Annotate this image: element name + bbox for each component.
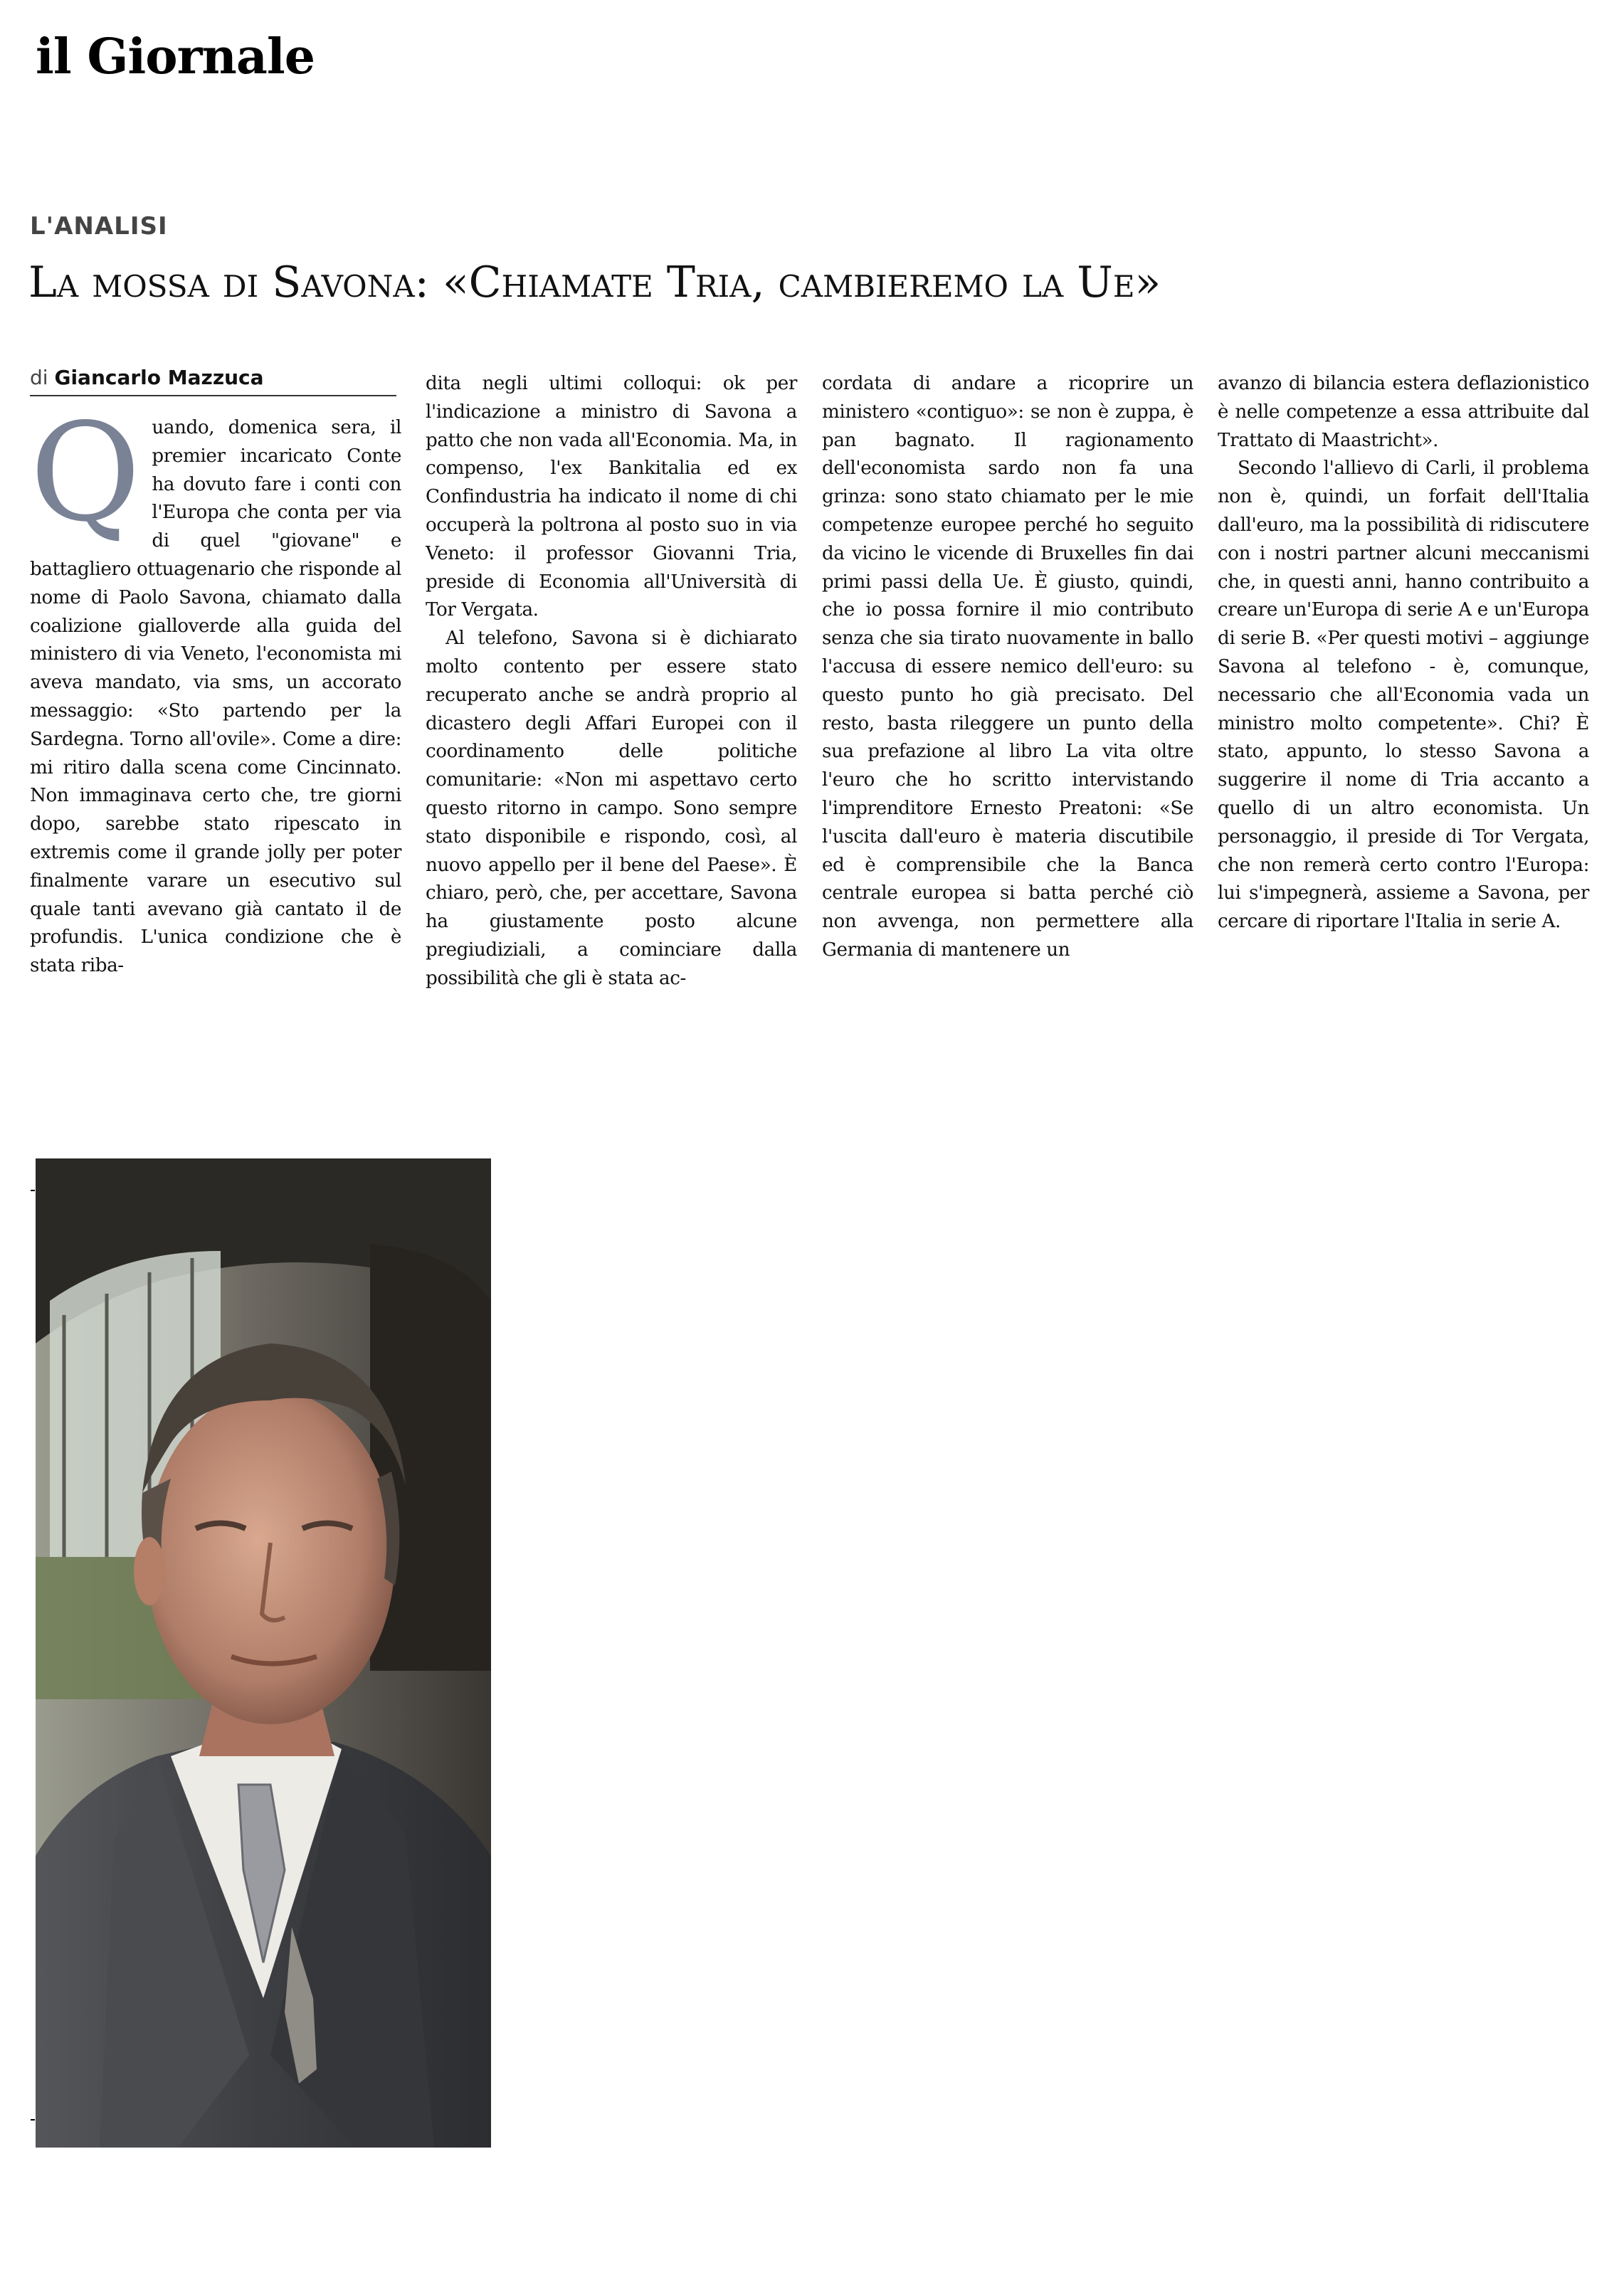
byline — [30, 366, 396, 396]
byline-prefix: di — [30, 366, 48, 389]
crop-mark — [31, 2119, 35, 2121]
article-column-4 — [1218, 370, 1589, 936]
drop-cap: Q — [30, 394, 141, 551]
article-paragraph: Secondo l'allievo di Carli, il problema non è, quindi, un forfait dell'Italia dall'euro, ma la possibilità di ridiscutere con i nostri partner alcuni meccanismi che, in questi anni, hanno contribuito a creare un'Europa di serie A e un'Europa di serie B. «Per questi motivi – aggiunge Savona al telefono - è, comunque, necessario che all'Economia vada un ministro molto competente». Chi? È stato, appunto, lo stesso Savona a suggerire il nome di Tria accanto a quello di un altro economista. Un personaggio, il preside di Tor Vergata, che non remerà certo contro l'Europa: lui s'impegnerà, assieme a Savona, per cercare di riportare l'Italia in serie A. — [1218, 458, 1589, 933]
article-paragraph — [30, 394, 401, 981]
article-column-1 — [30, 394, 401, 981]
article-paragraph: Al telefono, Savona si è dichiarato molto contento per essere stato recuperato anche se andrà proprio al dicastero degli Affari Europei con il coordinamento delle politiche comunitarie: «Non mi aspettavo certo questo ritorno in campo. Sono sempre stato disponibile e rispondo, così, al nuovo appello per il bene del Paese». È chiaro, però, che, per accettare, Savona ha giustamente posto alcune pregiudiziali, a cominciare dalla possibilità che gli è stata ac- — [426, 628, 797, 989]
portrait-photo — [36, 1158, 491, 2148]
masthead-logo: il Giornale — [36, 28, 315, 85]
paragraph-text: uando, domenica sera, il premier incaricato Conte ha dovuto fare i conti con l'Europa che conta per via di quel "giovane" e battagliero ottuagenario che risponde al nome di Paolo Savona, chiamato dalla coalizione gialloverde alla guida del ministero di via Veneto, l'economista mi aveva mandato, via sms, un accorato messaggio: «Sto partendo per la Sardegna. Torno all'ovile». Come a dire: mi ritiro dalla scena come Cincinnato. Non immaginava certo che, tre giorni dopo, sarebbe stato ripescato in extremis come il grande jolly per poter finalmente varare un esecutivo sul quale tanti avevano già cantato il de profundis. L'unica condizione che è stata riba- — [30, 417, 401, 977]
portrait-illustration — [36, 1158, 491, 2148]
article-paragraph: avanzo di bilancia estera deflazionistico è nelle competenze a essa attribuite dal Trattato di Maastricht». — [1218, 373, 1589, 451]
section-kicker: L'ANALISI — [30, 212, 168, 241]
article-column-3 — [822, 370, 1193, 965]
crop-mark — [31, 1190, 35, 1191]
byline-author: Giancarlo Mazzuca — [54, 366, 264, 389]
article-paragraph: cordata di andare a ricoprire un ministero «contiguo»: se non è zuppa, è pan bagnato. Il ragionamento dell'economista sardo non fa una grinza: sono stato chiamato per le mie competenze europee perché ho seguito da vicino le vicende di Bruxelles fin dai primi passi della Ue. È giusto, quindi, che io possa fornire il mio contributo senza che sia tirato nuovamente in ballo l'accusa di essere nemico dell'euro: su questo punto ho già precisato. Del resto, basta rileggere un punto della sua prefazione al libro La vita oltre l'euro che ho scritto intervistando l'imprenditore Ernesto Preatoni: «Se l'uscita dall'euro è materia discutibile ed è comprensibile che la Banca centrale europea si batta perché ciò non avvenga, non permettere alla Germania di mantenere un — [822, 373, 1193, 961]
article-paragraph: dita negli ultimi colloqui: ok per l'indicazione a ministro di Savona a patto che non vada all'Economia. Ma, in compenso, l'ex Bankitalia ed ex Confindustria ha indicato il nome di chi occuperà la poltrona al posto suo in via Veneto: il professor Giovanni Tria, preside di Economia all'Università di Tor Vergata. — [426, 373, 797, 621]
article-headline: La mossa di Savona: «Chiamate Tria, cambieremo la Ue» — [28, 258, 1161, 307]
article-column-2 — [426, 370, 797, 993]
